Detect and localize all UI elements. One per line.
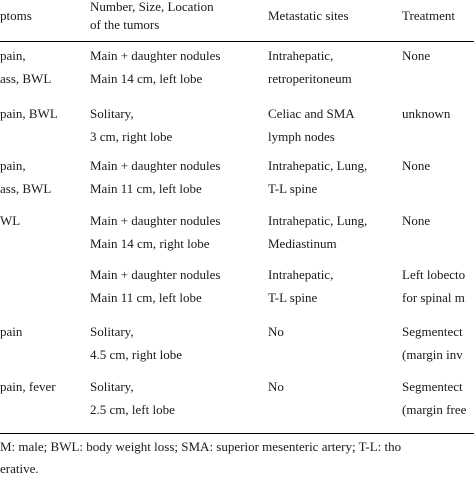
header-treatment-line: Treatment — [402, 8, 455, 23]
cell-treatment: (margin free — [402, 402, 467, 417]
cell-tumors: 3 cm, right lobe — [90, 129, 173, 144]
cell-treatment: unknown — [402, 106, 451, 121]
cell-metastatic: T-L spine — [268, 181, 318, 196]
cell-symptoms: ass, BWL — [0, 71, 52, 86]
footnote-line: M: male; BWL: body weight loss; SMA: superior mesenteric artery; T-L: tho — [0, 439, 402, 454]
header-rule — [0, 41, 474, 42]
cell-metastatic: Mediastinum — [268, 236, 337, 251]
header-tumors-line: of the tumors — [90, 17, 160, 32]
cell-tumors: Main 11 cm, left lobe — [90, 181, 202, 196]
cell-treatment: Segmentect — [402, 324, 463, 339]
cell-symptoms: WL — [0, 213, 21, 228]
cell-tumors: Main + daughter nodules — [90, 213, 221, 228]
cell-tumors: 2.5 cm, left lobe — [90, 402, 175, 417]
cell-metastatic: lymph nodes — [268, 129, 335, 144]
cell-tumors: Main 14 cm, right lobe — [90, 236, 210, 251]
cell-tumors: Solitary, — [90, 106, 134, 121]
cell-tumors: Solitary, — [90, 324, 134, 339]
cell-treatment: Left lobecto — [402, 267, 466, 282]
cell-treatment: Segmentect — [402, 379, 463, 394]
cell-tumors: 4.5 cm, right lobe — [90, 347, 183, 362]
cell-metastatic: Intrahepatic, — [268, 48, 334, 63]
cell-symptoms: pain, BWL — [0, 106, 58, 121]
header-metastatic-line: Metastatic sites — [268, 8, 349, 23]
cell-symptoms: pain, — [0, 48, 26, 63]
cell-metastatic: retroperitoneum — [268, 71, 352, 86]
cell-symptoms: ass, BWL — [0, 181, 52, 196]
cell-tumors: Main 14 cm, left lobe — [90, 71, 203, 86]
header-tumors-line: Number, Size, Location — [90, 0, 214, 14]
cell-tumors: Main + daughter nodules — [90, 158, 221, 173]
cell-treatment: (margin inv — [402, 347, 463, 362]
cell-metastatic: T-L spine — [268, 290, 318, 305]
cell-symptoms: pain, — [0, 158, 26, 173]
table-bottom-rule — [0, 433, 474, 434]
cell-metastatic: Intrahepatic, — [268, 267, 334, 282]
cell-treatment: for spinal m — [402, 290, 465, 305]
cell-symptoms: pain, fever — [0, 379, 56, 394]
cell-metastatic: Intrahepatic, Lung, — [268, 158, 368, 173]
cell-tumors: Main + daughter nodules — [90, 267, 221, 282]
header-symptoms-line: ptoms — [0, 8, 32, 23]
cell-metastatic: Intrahepatic, Lung, — [268, 213, 368, 228]
cell-treatment: None — [402, 48, 431, 63]
cell-treatment: None — [402, 213, 431, 228]
cell-tumors: Main 11 cm, left lobe — [90, 290, 202, 305]
cell-tumors: Main + daughter nodules — [90, 48, 221, 63]
cell-metastatic: Celiac and SMA — [268, 106, 355, 121]
cell-symptoms: pain — [0, 324, 23, 339]
footnote-line: erative. — [0, 461, 39, 476]
cell-treatment: None — [402, 158, 431, 173]
cell-metastatic: No — [268, 379, 284, 394]
cell-metastatic: No — [268, 324, 284, 339]
cell-tumors: Solitary, — [90, 379, 134, 394]
